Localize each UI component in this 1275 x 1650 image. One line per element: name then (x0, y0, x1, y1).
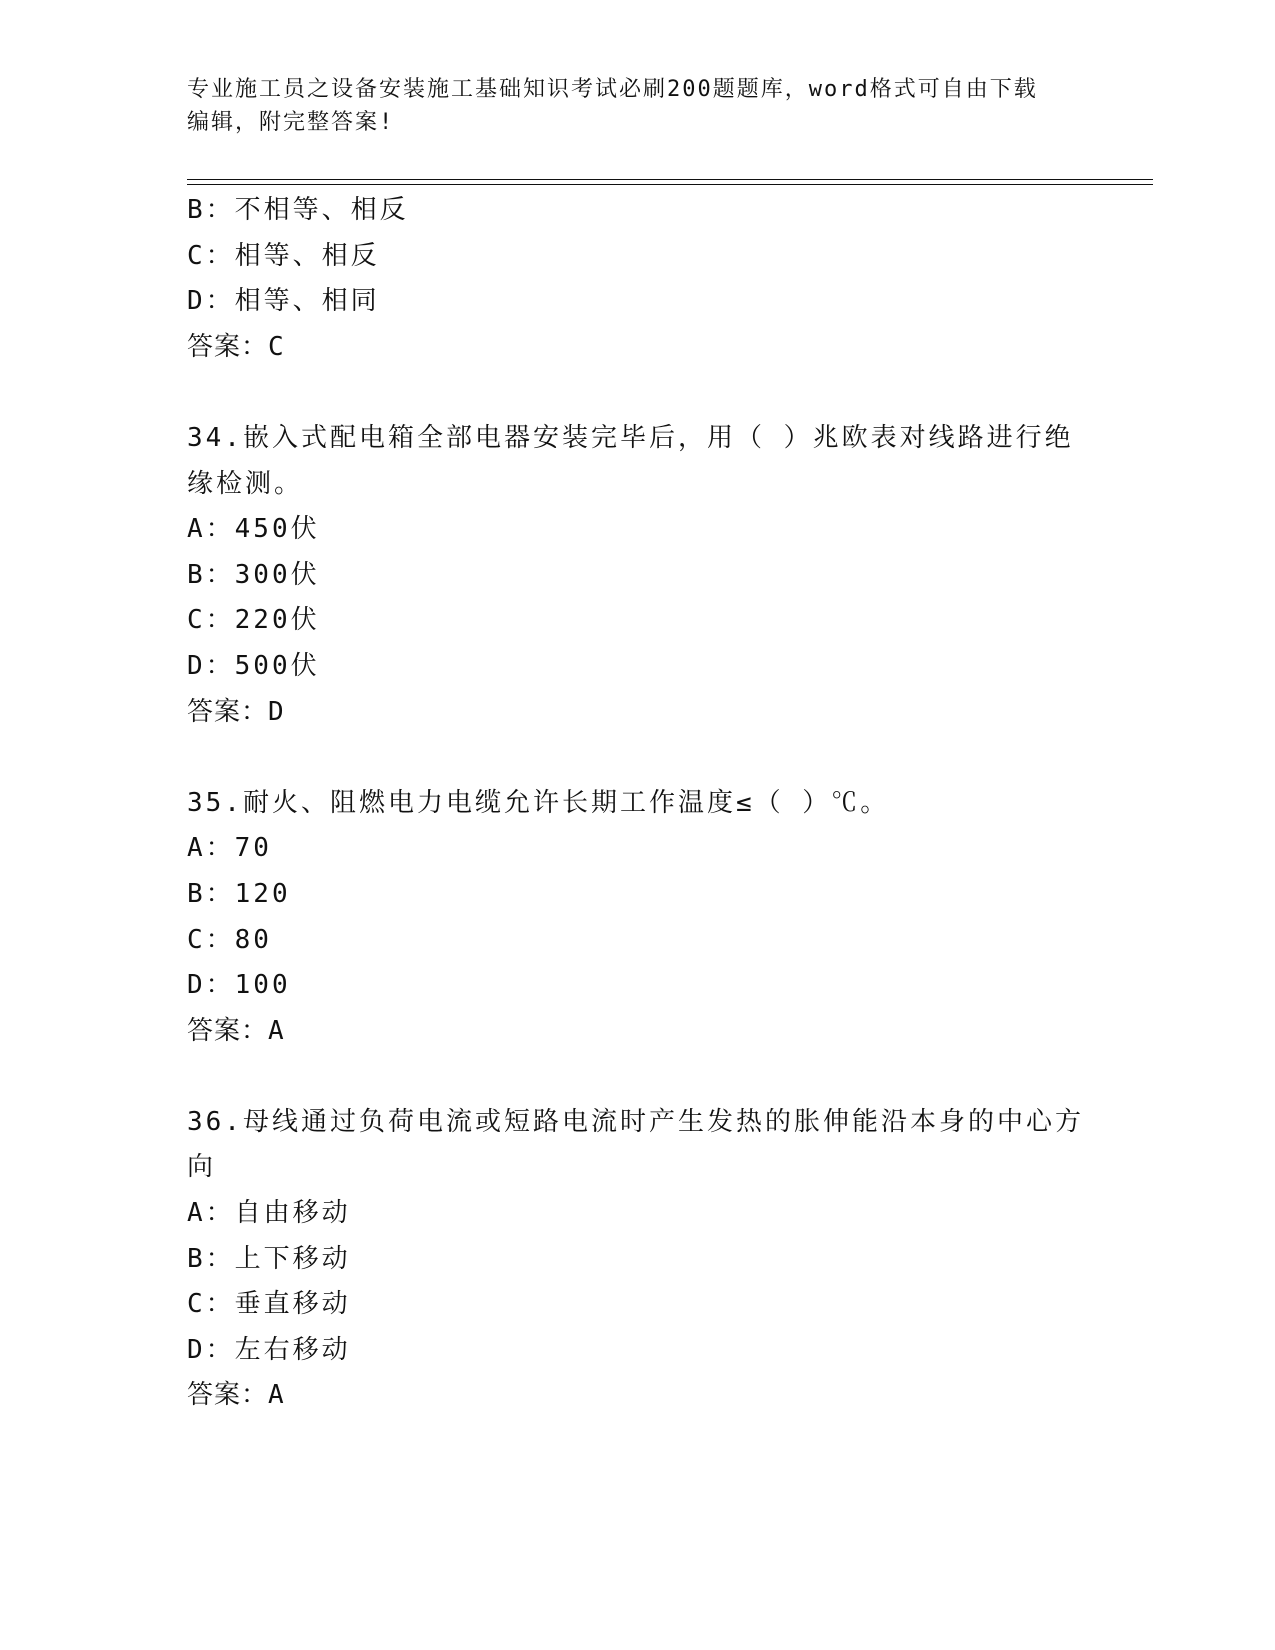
question-stem-line: 36.母线通过负荷电流或短路电流时产生发热的胀伸能沿本身的中心方 (187, 1106, 1084, 1137)
option-d: D：500伏 (187, 650, 320, 681)
option-b: B：300伏 (187, 559, 320, 590)
option-d: D：左右移动 (187, 1334, 351, 1365)
document-body (187, 188, 1087, 1419)
spacer (187, 735, 1087, 781)
header-line-2: 编辑，附完整答案! (187, 110, 395, 135)
option-b: B：120 (187, 878, 291, 909)
answer-line: 答案：A (187, 1380, 285, 1411)
header-line-1: 专业施工员之设备安装施工基础知识考试必刷200题题库，word格式可自由下载 (187, 77, 1038, 102)
option-c: C：相等、相反 (187, 240, 380, 271)
option-a: A：450伏 (187, 514, 320, 545)
spacer (187, 1054, 1087, 1100)
option-a: A：70 (187, 833, 272, 864)
option-d: D：100 (187, 970, 291, 1001)
header-divider-top (187, 179, 1153, 180)
answer-line: 答案：C (187, 331, 285, 362)
question-33-fragment (187, 188, 1087, 370)
answer-line: 答案：A (187, 1015, 285, 1046)
option-a: A：自由移动 (187, 1198, 351, 1229)
question-36 (187, 1100, 1087, 1419)
spacer (187, 370, 1087, 416)
document-header (187, 73, 1087, 139)
option-d: D：相等、相同 (187, 286, 380, 317)
option-c: C：垂直移动 (187, 1289, 351, 1320)
option-c: C：80 (187, 924, 272, 955)
question-34 (187, 416, 1087, 735)
question-35 (187, 781, 1087, 1055)
answer-line: 答案：D (187, 696, 285, 727)
option-b: B：不相等、相反 (187, 195, 409, 225)
question-stem-line: 缘检测。 (187, 468, 304, 499)
question-stem-line: 34.嵌入式配电箱全部电器安装完毕后，用（ ）兆欧表对线路进行绝 (187, 422, 1074, 453)
option-b: B：上下移动 (187, 1243, 351, 1274)
question-stem-line: 35.耐火、阻燃电力电缆允许长期工作温度≤（ ）℃。 (187, 787, 890, 818)
option-c: C：220伏 (187, 605, 320, 636)
header-divider-bottom (187, 184, 1153, 185)
question-stem-line: 向 (187, 1152, 217, 1183)
